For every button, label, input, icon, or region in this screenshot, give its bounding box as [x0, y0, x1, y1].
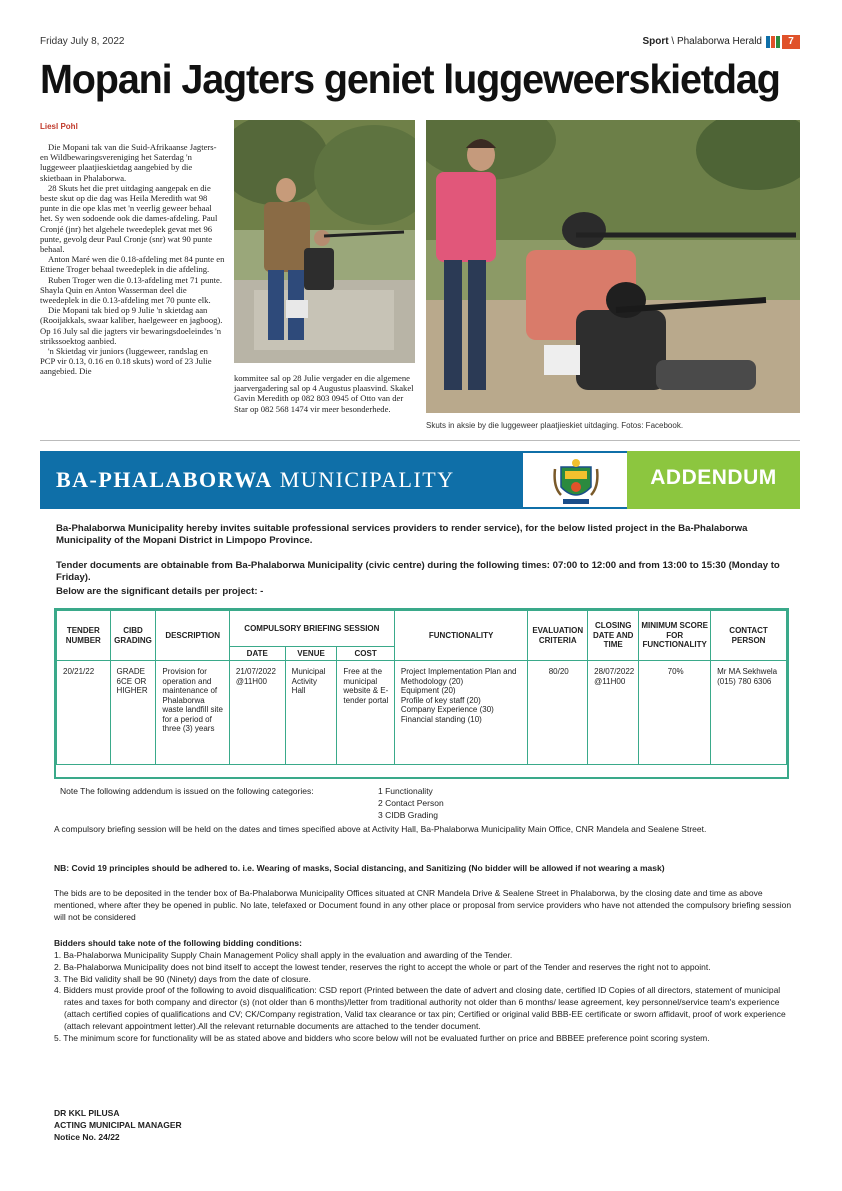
cell-briefing-date: 21/07/2022 @11H00	[229, 661, 285, 765]
municipality-name	[56, 467, 455, 493]
condition-item: 1. Ba-Phalaborwa Municipality Supply Chain Management Policy shall apply in the evaluation and awarding of the Tender.	[54, 950, 513, 960]
notice-details-lead: Below are the significant details per project: -	[56, 586, 264, 597]
tender-table	[54, 608, 789, 779]
shooting-photo-2	[426, 120, 800, 413]
section-name: Sport	[642, 36, 669, 47]
functionality-line: Equipment (20)	[400, 686, 456, 695]
header-cibd-grading: CIBD GRADING	[110, 611, 156, 661]
article-column-2	[234, 373, 416, 414]
briefing-note: A compulsory briefing session will be held on the dates and times specified above at Activity Hall, Ba-Phalaborwa Municipality Main Office, CNR Mandela and Sealene Street.	[54, 824, 707, 834]
article-paragraph: Ruben Troger wen die 0.13-afdeling met 71 punte. Shayla Quin en Anton Wasserman deel die tweedeplek in die 0.13-afdeling met 70 punte elk.	[40, 274, 222, 306]
article-column-1	[40, 142, 225, 377]
coat-of-arms-icon	[553, 457, 599, 507]
section-divider	[40, 440, 800, 441]
header-tender-number: TENDER NUMBER	[57, 611, 111, 661]
cell-description: Provision for operation and maintenance of Phalaborwa waste landfill site for a period of three (3) years	[156, 661, 229, 765]
cell-closing-date: 28/07/2022 @11H00	[588, 661, 639, 765]
conditions-list	[54, 950, 794, 1044]
notice-number: Notice No. 24/22	[54, 1131, 120, 1142]
issue-date: Friday July 8, 2022	[40, 36, 125, 47]
cell-cibd-grading: GRADE 6CE OR HIGHER	[110, 661, 156, 765]
article-headline: Mopani Jagters geniet luggeweerskietdag	[40, 56, 780, 102]
addendum-badge: ADDENDUM	[650, 466, 777, 489]
covid-note: NB: Covid 19 principles should be adhered to. i.e. Wearing of masks, Social distancing, and Sanitizing (No bidder will be allowed if not wearing a mask)	[54, 863, 665, 873]
signatory-name: DR KKL PILUSA	[54, 1108, 120, 1118]
header-minimum-score: MINIMUM SCORE FOR FUNCTIONALITY	[639, 611, 711, 661]
publication-name: Phalaborwa Herald	[676, 36, 762, 47]
functionality-line: Financial standing (10)	[400, 714, 482, 724]
shooting-photo-1	[234, 120, 415, 363]
municipality-name-rest: MUNICIPALITY	[272, 467, 455, 492]
photo-caption: Skuts in aksie by die luggeweer plaatjieskiet uitdaging. Fotos: Facebook.	[426, 421, 684, 430]
condition-item: 3. The Bid validity shall be 90 (Ninety) days from the date of closure.	[54, 973, 311, 984]
cell-briefing-cost: Free at the municipal website & E-tender portal	[337, 661, 394, 765]
article-byline: Liesl Pohl	[40, 122, 78, 131]
table-header-row	[57, 611, 787, 647]
conditions-title: Bidders should take note of the following bidding conditions:	[54, 938, 302, 948]
cell-contact-person: Mr MA Sekhwela (015) 780 6306	[711, 661, 787, 765]
article-paragraph: 'n Skietdag vir juniors (luggeweer, randslag en PCP vir 0.13, 0.16 en 0.18 skuts) word of 23 Julie aangebied. Die	[40, 346, 212, 377]
banner-crest-panel	[523, 451, 627, 509]
condition-item: 5. The minimum score for functionality will be as stated above and bidders who score below will not be evaluated further on price and BBBEE preference point scoring system.	[54, 1032, 710, 1043]
flag-icon	[766, 36, 780, 48]
municipality-notice	[40, 451, 800, 1191]
municipality-name-bold: BA-PHALABORWA	[56, 467, 273, 492]
cell-minimum-score: 70%	[639, 661, 711, 765]
subheader-cost: COST	[337, 646, 394, 661]
article-paragraph: Die Mopani tak van die Suid-Afrikaanse Jagters- en Wildbewaringsvereniging het Saterdag 'n luggeweer plaatjieskietdag aangebied by die skietbaan in Phalaborwa.	[40, 142, 217, 183]
table-row	[57, 661, 787, 765]
notice-hours: Tender documents are obtainable from Ba-Phalaborwa Municipality (civic centre) during the following times: 07:00 to 12:00 and from 13:00 to 15:30 (Monday to Friday).	[56, 560, 780, 583]
header-contact-person: CONTACT PERSON	[711, 611, 787, 661]
functionality-line: Company Experience (30)	[400, 705, 494, 714]
signatory-title: ACTING MUNICIPAL MANAGER	[54, 1119, 182, 1130]
cell-evaluation-criteria: 80/20	[528, 661, 588, 765]
deposit-note: The bids are to be deposited in the tender box of Ba-Phalaborwa Municipality Offices situated at CNR Mandela Drive & Sealene Street in Phalaborwa, by the closing date and time as above mentioned, where after they be opened in public. No late, telefaxed or Document found in any other place or proposal from service providers who have not attended the compulsory briefing session will not be considered	[54, 888, 792, 922]
addendum-category: 2 Contact Person	[378, 797, 444, 808]
addendum-categories	[378, 786, 444, 821]
page-header	[40, 35, 800, 51]
addendum-note-label: Note The following addendum is issued on the following categories:	[60, 786, 314, 796]
subheader-date: DATE	[229, 646, 285, 661]
header-description: DESCRIPTION	[156, 611, 229, 661]
addendum-category: 3 CIDB Grading	[378, 809, 438, 820]
section-label	[642, 36, 762, 47]
banner-blue-panel	[40, 451, 523, 509]
header-briefing-session: COMPULSORY BRIEFING SESSION	[229, 611, 394, 647]
subheader-venue: VENUE	[285, 646, 337, 661]
notice-banner	[40, 451, 800, 509]
signature-block	[54, 1108, 182, 1143]
cell-functionality	[394, 661, 527, 765]
addendum-category: 1 Functionality	[378, 786, 433, 796]
condition-item: 4. Bidders must provide proof of the following to avoid disqualification: CSD report (Printed between the date of advert and closing date, certified ID Copies of all directors, statement of municipal rates and taxes for both company and director (s) (not older than 6 months)/letter from traditional authority not older than 6 months/ lease agreement, key personnel/service team's experience (attach certified copies of qualifications and CV; CK/Company registration, Valid tax clearance or tax pin; Certified or original valid BBB-EE certificate or sworn affidavit, proof of work experience (attach relevant appointment letter).All the relevant returnable documents are attached to the tender document.	[54, 985, 786, 1031]
article-paragraph: Anton Maré wen die 0.18-afdeling met 84 punte en Ettiene Troger behaal tweedeplek in die afdeling.	[40, 254, 225, 275]
header-evaluation-criteria: EVALUATION CRITERIA	[528, 611, 588, 661]
notice-intro: Ba-Phalaborwa Municipality hereby invites suitable professional services providers to render service), for the below listed project in the Ba-Phalaborwa Municipality of the Mopani District in Limpopo Province.	[56, 523, 748, 546]
functionality-line: Profile of key staff (20)	[400, 695, 481, 705]
article-paragraph: kommitee sal op 28 Julie vergader en die algemene jaarvergadering sal op 4 Augustus plaasvind. Skakel Gavin Meredith op 082 803 0945 of Otto van der Star op 082 568 1474 vir meer besonderhede.	[234, 373, 414, 414]
section-separator: \	[668, 36, 677, 47]
cell-briefing-venue: Municipal Activity Hall	[285, 661, 337, 765]
functionality-line: Project Implementation Plan and Methodology (20)	[400, 667, 517, 686]
article-paragraph: Die Mopani tak bied op 9 Julie 'n skietdag aan (Rooijakkals, swaar kaliber, haelgeweer en jagboog). Op 16 July sal die jagters vir bewaringsdoeleindes 'n strikssoektog aanbied.	[40, 305, 223, 346]
header-functionality: FUNCTIONALITY	[394, 611, 527, 661]
header-closing-date: CLOSING DATE AND TIME	[588, 611, 639, 661]
article-paragraph: 28 Skuts het die pret uitdaging aangepak en die beste skut op die dag was Heila Meredith wat 98 punte in die ope klas met 'n veerlig geweer behaal het. Sy wen sodoende ook die dames-afdeling. Paul Cronjé (jnr) het algehele tweedeplek gevat met 96 punte, gevolg deur Paul Cronje (snr) wat 90 punte behaal.	[40, 182, 218, 255]
page-number: 7	[782, 35, 800, 49]
cell-tender-number: 20/21/22	[57, 661, 111, 765]
condition-item: 2. Ba-Phalaborwa Municipality does not bind itself to accept the lowest tender, reserves the right to accept the whole or part of the Tender and reserves the right not to appoint.	[54, 961, 711, 972]
